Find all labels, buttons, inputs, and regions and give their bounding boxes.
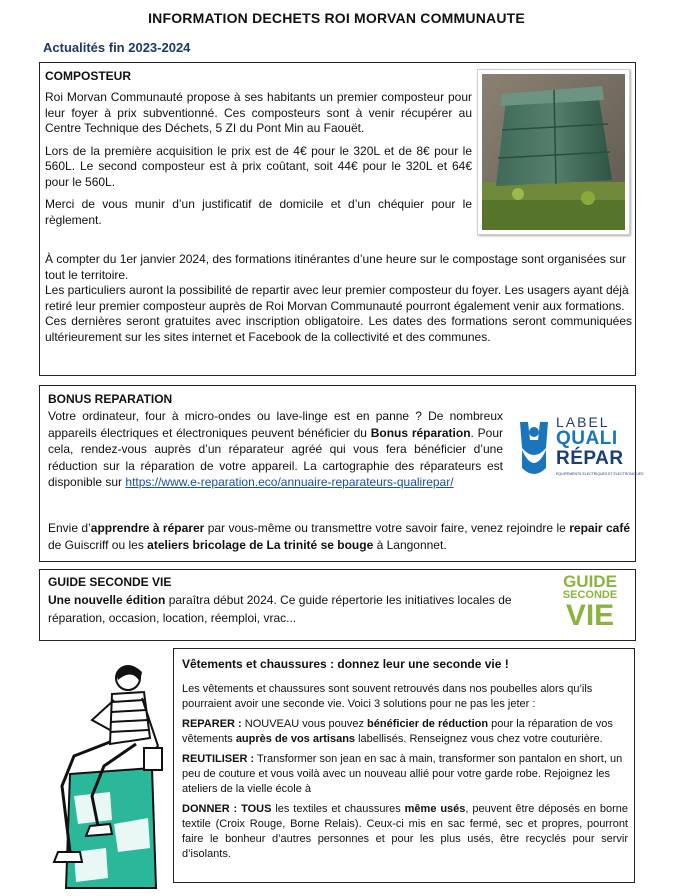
bonus-p2-c: par vous-même ou transmettre votre savoir faire, venez rejoindre le: [204, 521, 570, 535]
bonus-p1: [48, 408, 503, 491]
bonus-p1-bold: Bonus réparation: [370, 425, 471, 440]
bonus-p2-bold2: repair café: [569, 521, 630, 535]
guide-logo-guide: GUIDE: [563, 572, 617, 591]
composteur-section: [39, 62, 636, 376]
composter-photo: [477, 69, 630, 235]
guide-p1-bold: Une nouvelle édition: [48, 593, 166, 607]
guide-text: [48, 591, 533, 627]
donner-bold: même usés: [404, 803, 466, 815]
reparer-bold2: auprès de vos artisans: [235, 733, 356, 745]
composteur-p4: À compter du 1er janvier 2024, des formations itinérantes d’une heure sur le compostage sont organisées sur tout le territoire.: [45, 252, 626, 282]
bonus-p2-bold1: apprendre à réparer: [90, 521, 205, 535]
vetements-heading: Vêtements et chaussures : donnez leur une seconde vie !: [182, 657, 509, 671]
guide-seconde-vie-logo: [550, 573, 630, 637]
vetements-donner: [182, 802, 628, 862]
composteur-p6: Ces dernières seront gratuites avec inscription obligatoire. Les dates des formations seront communiquées ultérieurement sur les sites internet et Facebook de la collectivité et des communes.: [45, 314, 632, 344]
qualirepar-quali: QUALI: [556, 428, 618, 449]
qualirepar-figure-icon: [514, 418, 554, 478]
bonus-p1-a: Votre ordinateur, four à micro-ondes ou lave-linge est en panne ? De nombreux appareils électriques et électroniques peuvent bénéficier du: [48, 409, 503, 440]
reparer-bold1: bénéficier de réduction: [367, 718, 489, 730]
donner-c: , peuvent être déposés en borne textile (Croix Rouge, Borne Relais). Ceux-ci mis en sac fermé, sec et propres, pourront faire le bonheur d’autres personnes et pour les plus usés, être recyclés pour servir d’isolants.: [182, 803, 628, 860]
bonus-p2: [48, 520, 630, 554]
bonus-p1-c: . Pour cela, rendez-vous auprès d’un réparateur agréé qui vous fera bénéficier d’une réduction sur la réparation de votre appareil. La cartographie des réparateurs est disponible sur: [48, 425, 503, 489]
composteur-p2: Lors de la première acquisition le prix est de 4€ pour le 320L et de 8€ pour le 560L. Le second composteur est à prix coûtant, soit 44€ pour le 320L et 64€ pour le 560L.: [45, 143, 472, 189]
guide-p1: [48, 591, 533, 627]
reparer-a: NOUVEAU vous pouvez: [241, 718, 368, 730]
qualirepar-small: ÉQUIPEMENTS ÉLECTRIQUES ET ÉLECTRONIQUES: [556, 472, 644, 476]
guide-section: [39, 569, 636, 641]
composteur-p3: Merci de vous munir d’un justificatif de domicile et d’un chéquier pour le règlement.: [45, 197, 472, 227]
vetements-section: [173, 648, 635, 883]
page-subtitle: Actualités fin 2023-2024: [43, 40, 191, 55]
bonus-heading: BONUS REPARATION: [48, 392, 173, 406]
vetements-body: [182, 682, 628, 862]
bonus-text: [48, 408, 503, 491]
bonus-p2-bold3: ateliers bricolage de La trinité se bouge: [147, 538, 374, 552]
bonus-p2-e: de Guiscriff ou les: [48, 538, 148, 552]
guide-p1-rest: paraîtra début 2024. Ce guide répertorie les initiatives locales de réparation, occasion, location, réemploi, vrac...: [48, 593, 512, 625]
qualirepar-link[interactable]: https://www.e-reparation.eco/annuaire-reparateurs-qualirepar/: [125, 475, 454, 489]
reparer-c: pour la réparation de vos vêtements: [182, 718, 613, 745]
woman-illustration: [40, 656, 170, 890]
reparer-e: labellisés. Renseignez vous chez votre couturière.: [355, 733, 603, 745]
composteur-text-top: [45, 90, 472, 228]
reparer-label: REPARER :: [182, 718, 242, 730]
guide-heading: GUIDE SECONDE VIE: [48, 575, 172, 589]
donner-label: DONNER : TOUS: [182, 803, 272, 815]
reutiliser-label: REUTILISER :: [182, 753, 255, 765]
qualirepar-logo: [514, 414, 644, 484]
page-title: INFORMATION DECHETS ROI MORVAN COMMUNAUTE: [148, 10, 525, 26]
bonus-section: [39, 385, 644, 562]
bonus-p2-g: à Langonnet.: [373, 538, 447, 552]
donner-a: les textiles et chaussures: [271, 803, 405, 815]
bonus-text-2: [48, 520, 630, 554]
composteur-text-bottom: [45, 252, 632, 345]
vetements-intro: Les vêtements et chaussures sont souvent retrouvés dans nos poubelles alors qu’ils pourraient avoir une seconde vie. Voici 3 solutions pour ne pas les jeter :: [182, 683, 593, 710]
qualirepar-label: LABEL: [556, 414, 610, 430]
guide-logo-seconde: SECONDE: [562, 589, 618, 601]
composteur-p5: Les particuliers auront la possibilité de repartir avec leur premier composteur du foyer. Les usagers ayant déjà retiré leur premier composteur auprès de Roi Morvan Communauté pourront également venir aux formations.: [45, 283, 629, 313]
guide-logo-vie: VIE: [565, 599, 615, 632]
composteur-heading: COMPOSTEUR: [45, 69, 132, 83]
bonus-p2-a: Envie d’: [48, 521, 91, 535]
vetements-reparer: [182, 717, 628, 747]
composteur-p1: Roi Morvan Communauté propose à ses habitants un premier composteur pour leur foyer à prix subventionné. Ces composteurs sont à venir récupérer au Centre Technique des Déchets, 5 ZI du Pont Min au Faouët.: [45, 90, 472, 135]
vetements-reutiliser: [182, 752, 628, 797]
reutiliser-text: Transformer son jean en sac à main, transformer son pantalon en short, un peu de couture et vous voilà avec un nouveau allié pour votre garde robe. Rejoignez les ateliers de la vielle école à: [182, 753, 623, 795]
qualirepar-repar: RÉPAR: [556, 448, 624, 469]
